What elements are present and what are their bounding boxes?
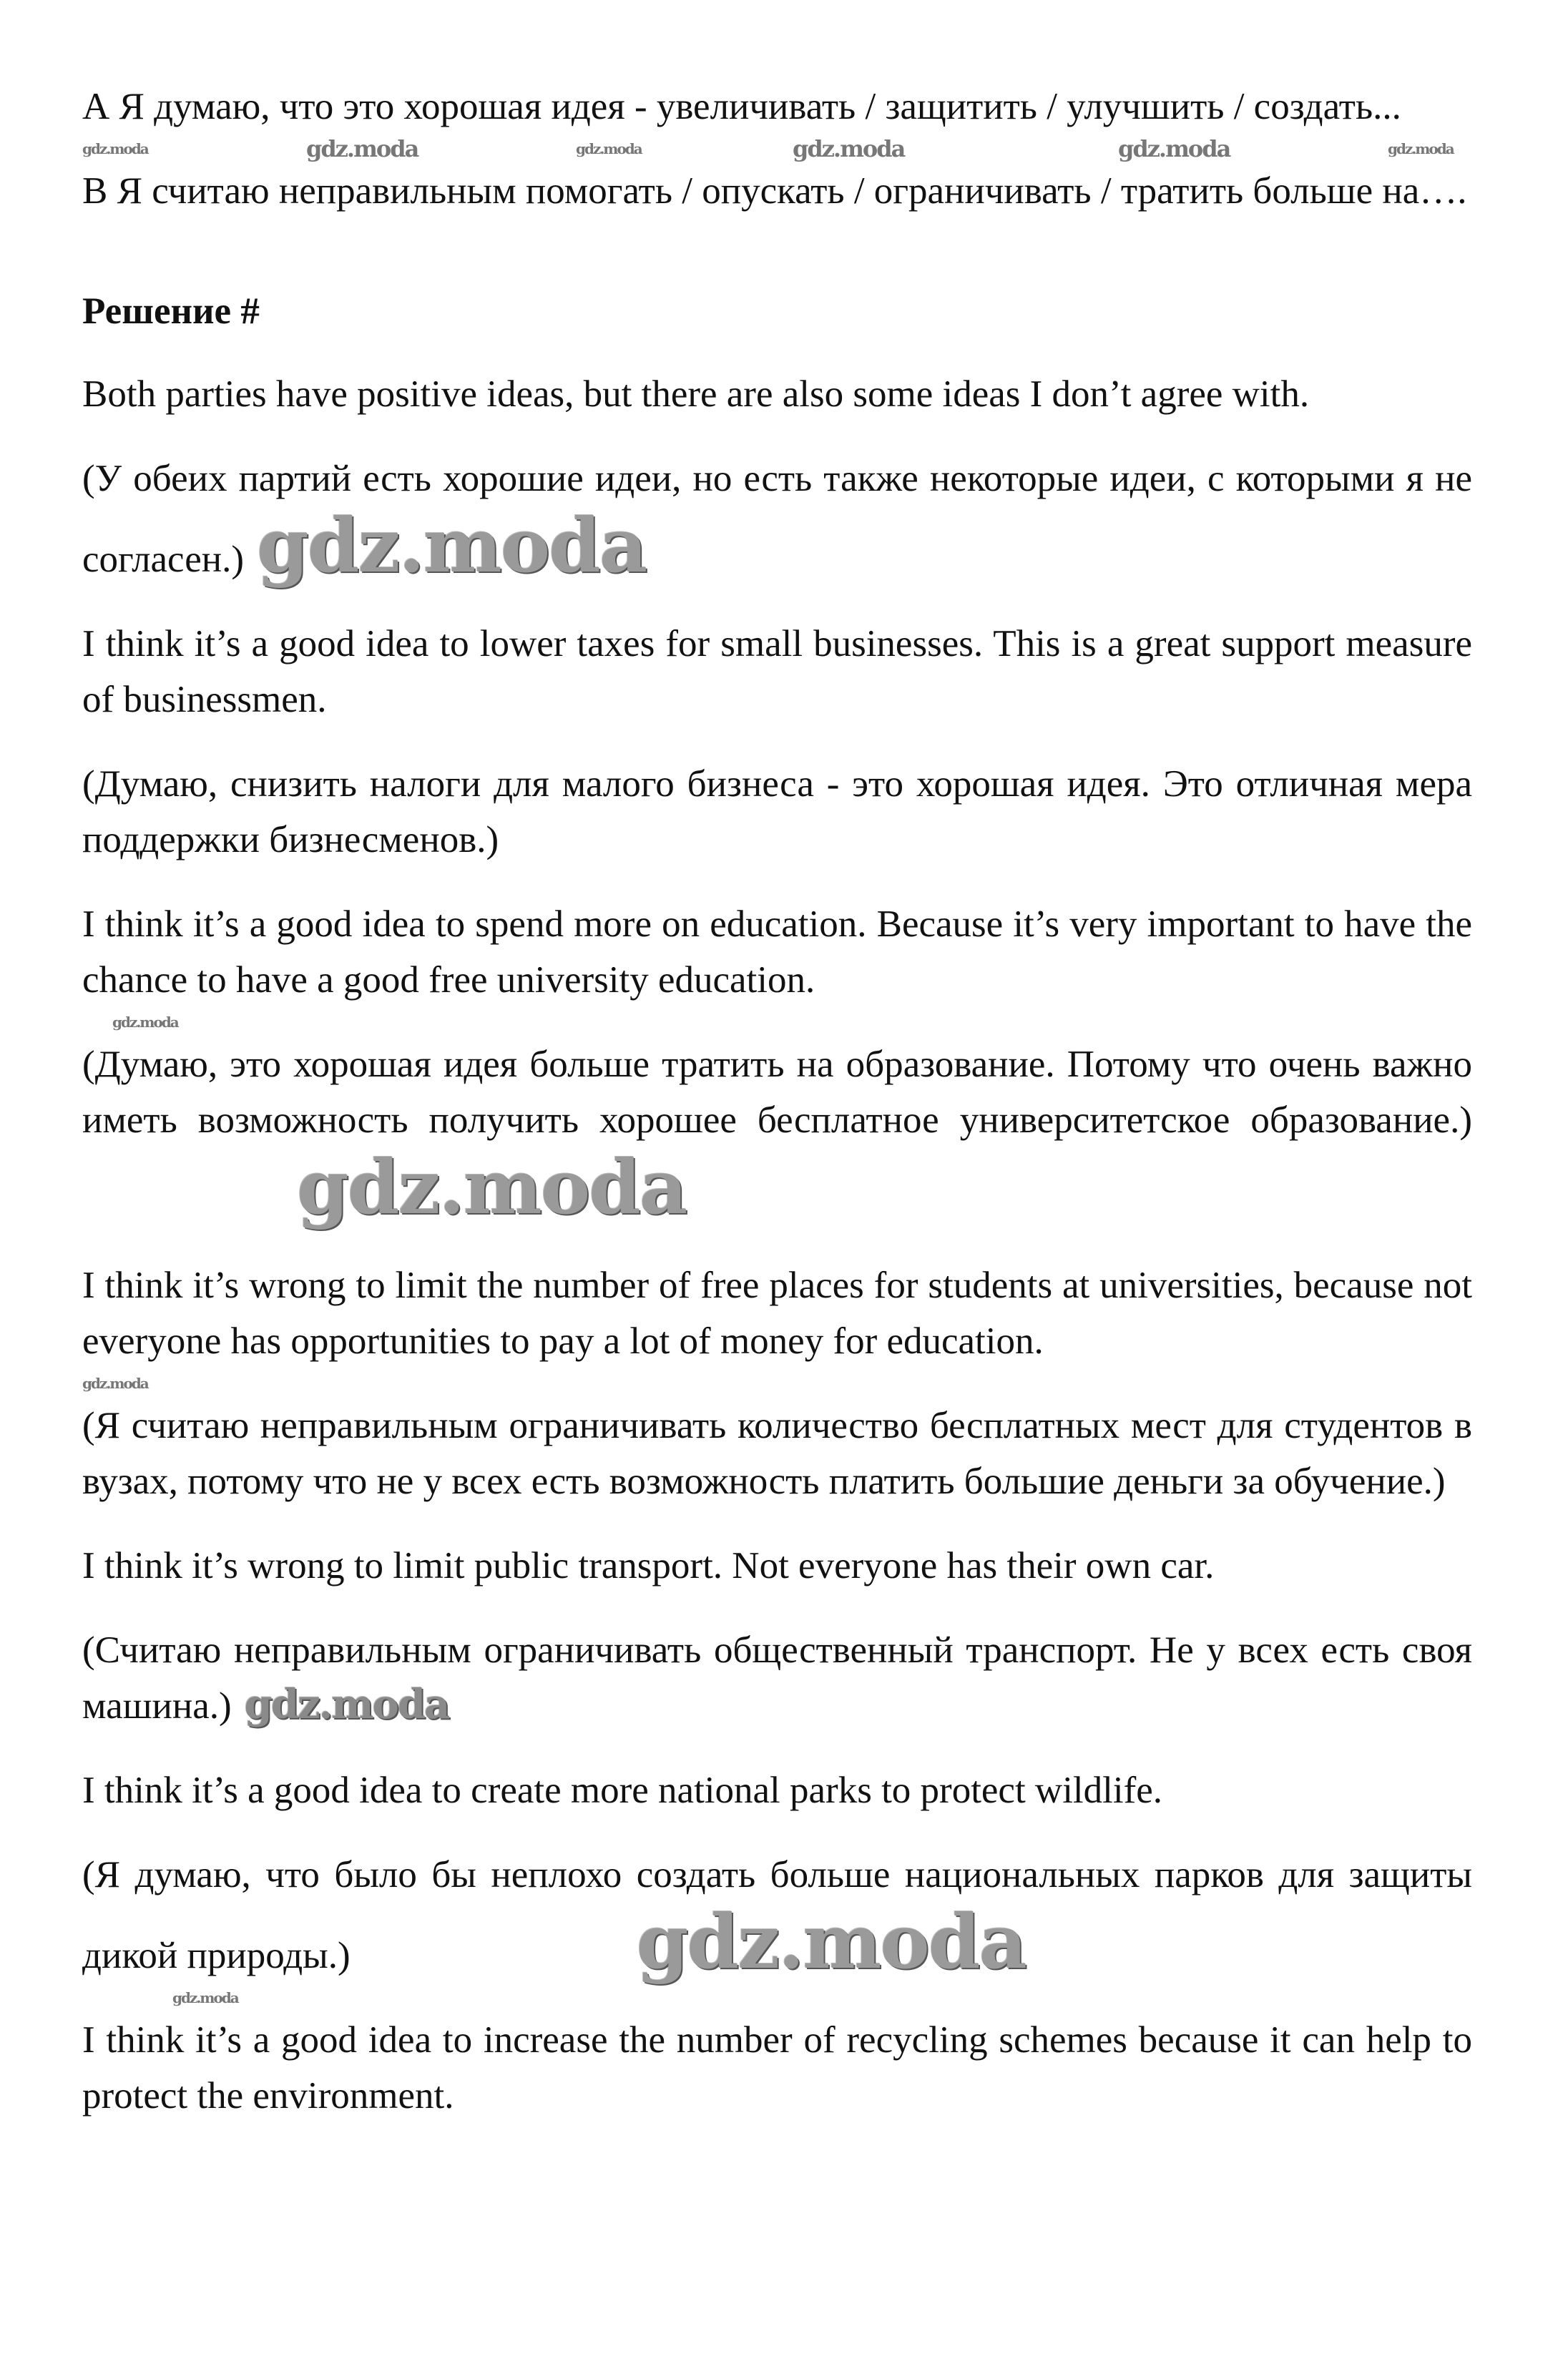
solution-heading: Решение #: [82, 290, 260, 332]
paragraph-text: (У обеих партий есть хорошие идеи, но есть также некоторые идеи, с которыми я не согласен.): [82, 458, 1472, 580]
task-option-a: А Я думаю, что это хорошая идея - увеличивать / защитить / улучшить / создать...: [82, 86, 1401, 127]
solution-paragraph: [82, 1622, 1472, 1734]
watermark-row: [82, 1369, 1472, 1398]
watermark-row: [82, 1008, 1472, 1036]
solution-paragraph: [82, 451, 1472, 587]
solution-paragraph: I think it’s wrong to limit public transport. Not everyone has their own car.: [82, 1545, 1215, 1586]
watermark: gdz.moda: [244, 1681, 449, 1728]
paragraph-text: (Считаю неправильным ограничивать общественный транспорт. Не у всех есть своя машина.): [82, 1629, 1472, 1727]
paragraph-text: (Думаю, это хорошая идея больше тратить на образование. Потому что очень важно иметь возможность получить хорошее бесплатное университетское образование.): [82, 1044, 1472, 1141]
watermark: gdz.moda: [297, 1143, 687, 1231]
solution-paragraph: I think it’s a good idea to create more national parks to protect wildlife.: [82, 1770, 1163, 1811]
solution-paragraph: (Я считаю неправильным ограничивать количество бесплатных мест для студентов в вузах, потому что не у всех есть возможность платить большие деньги за обучение.): [82, 1405, 1472, 1502]
solution-paragraph: [82, 1847, 1472, 1986]
watermark: gdz.moda: [636, 1898, 1026, 1986]
watermark: gdz.moda: [1388, 140, 1454, 157]
solution-paragraph: I think it’s a good idea to increase the number of recycling schemes because it can help to protect the environment.: [82, 2019, 1472, 2117]
paragraph-text: (Я думаю, что было бы неплохо создать больше национальных парков для защиты дикой природы.): [82, 1854, 1472, 1976]
solution-paragraph: I think it’s a good idea to lower taxes for small businesses. This is a great support measure of businessmen.: [82, 623, 1472, 720]
watermark: gdz.moda: [82, 140, 148, 157]
watermark: gdz.moda: [82, 1375, 148, 1392]
solution-paragraph: (Думаю, снизить налоги для малого бизнеса - это хорошая идея. Это отличная мера поддержки бизнесменов.): [82, 763, 1472, 860]
document-page: [82, 0, 1472, 2181]
solution-paragraph: I think it’s wrong to limit the number of free places for students at universities, because not everyone has opportunities to pay a lot of money for education.: [82, 1265, 1472, 1362]
watermark: gdz.moda: [576, 140, 642, 157]
solution-paragraph: [82, 1036, 1472, 1229]
watermark: gdz.moda: [112, 1014, 178, 1031]
watermark: gdz.moda: [257, 501, 647, 589]
solution-paragraph: I think it’s a good idea to spend more on education. Because it’s very important to have the chance to have a good free university education.: [82, 903, 1472, 1001]
watermark: gdz.moda: [172, 1989, 238, 2006]
watermark: gdz.moda: [793, 135, 905, 162]
watermark: gdz.moda: [306, 135, 418, 162]
task-option-b: В Я считаю неправильным помогать / опускать / ограничивать / тратить больше на….: [82, 170, 1467, 212]
watermark-row: [82, 1983, 1472, 2012]
watermark: gdz.moda: [1118, 135, 1230, 162]
watermark-row: [82, 134, 1472, 163]
solution-paragraph: Both parties have positive ideas, but there are also some ideas I don’t agree with.: [82, 373, 1310, 415]
